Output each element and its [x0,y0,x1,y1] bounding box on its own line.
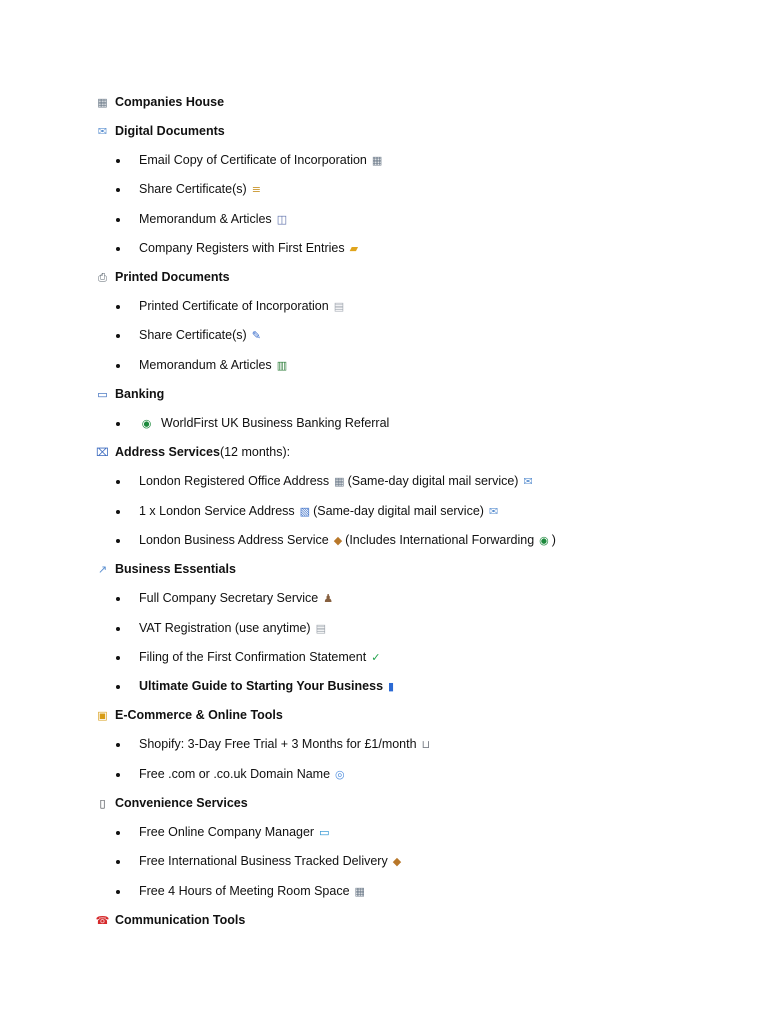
list-item [95,234,715,263]
list-item [95,467,715,496]
section-heading [95,906,715,935]
shopping-bags-icon: ▣ [97,709,108,723]
bullet-list [95,409,715,438]
section-digital-documents [95,117,715,263]
list-item-text: Ultimate Guide to Starting Your Business [139,679,384,694]
envelope-icon: ✉ [523,475,533,489]
section-title: Address Services [115,445,220,460]
office-building-icon: ▦ [354,884,365,898]
section-address-services [95,438,715,555]
list-item-text: VAT Registration (use anytime) [139,620,311,635]
service-list [95,88,715,935]
office-building-icon: ▦ [371,154,383,167]
section-banking [95,380,715,438]
list-item [95,672,715,701]
list-item-text: Share Certificate(s) [139,328,247,343]
mailbox-icon: ⌧ [96,446,109,460]
package-icon: ◆ [333,533,343,547]
section-business-essentials [95,555,715,701]
list-item-text: Memorandum & Articles [139,211,272,226]
list-item [95,351,715,380]
section-heading [95,117,715,146]
telephone-receiver-icon: ☎ [95,913,110,927]
list-item-text: London Business Address Service [139,532,329,547]
section-title-suffix: (12 months): [219,445,291,460]
check-icon: ✓ [371,650,381,664]
list-item [95,584,715,613]
list-item [95,730,715,759]
section-title: Banking [115,387,165,402]
list-item-text: Filing of the First Confirmation Statement [139,649,367,664]
list-item-text: London Registered Office Address [139,474,330,489]
list-item [95,497,715,526]
envelope-icon: ✉ [488,504,499,518]
pen-icon: ✎ [251,329,261,343]
blue-book-icon: ▮ [388,680,395,694]
bullet-list [95,818,715,906]
section-title: E-Commerce & Online Tools [115,708,283,723]
monitor-icon: ▭ [319,826,330,840]
section-title: Business Essentials [115,562,236,577]
list-item [95,526,715,555]
section-title: Convenience Services [115,796,248,811]
section-heading [95,263,715,292]
section-heading [95,88,715,117]
section-title: Companies House [115,95,225,109]
section-companies-house [95,88,715,117]
cart-icon: ⊔ [421,738,431,752]
bullet-list [95,730,715,789]
scroll-icon: ≡ [251,183,261,197]
section-heading [95,789,715,818]
list-item-text: Share Certificate(s) [139,182,247,197]
phone-icon: ▯ [99,797,106,811]
list-item [95,760,715,789]
package-icon: ◆ [392,855,402,869]
envelope-icon: ✉ [97,125,108,138]
list-item [95,847,715,876]
printer-icon: ⎙ [98,271,107,285]
list-item [95,146,715,175]
document-icon: ▤ [333,300,345,314]
list-item [95,292,715,321]
list-item-detail: (Same-day digital mail service) [347,474,519,489]
list-item-detail: (Same-day digital mail service) [313,503,484,518]
list-item-text: WorldFirst UK Business Banking Referral [161,416,390,431]
list-item-text: Printed Certificate of Incorporation [139,299,329,314]
list-item [95,818,715,847]
list-item-text: Shopify: 3-Day Free Trial + 3 Months for £1/month [139,737,417,752]
section-title: Digital Documents [115,124,225,138]
list-item-text: 1 x London Service Address [139,503,295,518]
list-item [95,175,715,204]
open-book-icon: ◫ [276,212,288,226]
list-item [95,614,715,643]
globe-icon: ◉ [141,417,152,431]
section-heading [95,438,715,467]
chart-icon: ↗ [97,563,108,577]
section-heading [95,701,715,730]
globe-icon: ◉ [539,533,549,547]
web-globe-icon: ◎ [335,767,345,781]
bullet-list [95,467,715,555]
books-icon: ▥ [276,358,288,372]
list-item [95,409,715,438]
bullet-list [95,146,715,263]
section-convenience-services [95,789,715,906]
bullet-list [95,292,715,380]
section-printed-documents [95,263,715,380]
section-e-commerce-online-tools [95,701,715,789]
credit-card-icon: ▭ [97,388,108,402]
list-item [95,321,715,350]
building-icon: ▦ [97,96,108,109]
section-communication-tools [95,906,715,935]
list-item-detail: (Includes International Forwarding [345,532,535,547]
section-title: Printed Documents [115,270,230,285]
list-item-text: Full Company Secretary Service [139,591,319,606]
list-item-text: Free .com or .co.uk Domain Name [139,766,331,781]
list-item-detail-close: ) [551,532,556,547]
list-item-text: Email Copy of Certificate of Incorporation [139,153,367,167]
list-item-text: Free 4 Hours of Meeting Room Space [139,883,350,898]
list-item [95,877,715,906]
receipt-icon: ▤ [315,621,327,635]
list-item-text: Memorandum & Articles [139,357,272,372]
person-icon: ♟ [323,592,334,606]
section-heading [95,380,715,409]
section-title: Communication Tools [115,912,246,927]
office-building-icon: ▦ [334,475,345,489]
list-item [95,205,715,234]
folder-icon: ▰ [349,241,359,255]
list-item-text: Free International Business Tracked Delivery [139,854,388,869]
list-item-text: Company Registers with First Entries [139,240,345,255]
section-heading [95,555,715,584]
list-item [95,643,715,672]
list-item-text: Free Online Company Manager [139,825,315,840]
bullet-list [95,584,715,701]
map-icon: ▧ [299,504,311,518]
